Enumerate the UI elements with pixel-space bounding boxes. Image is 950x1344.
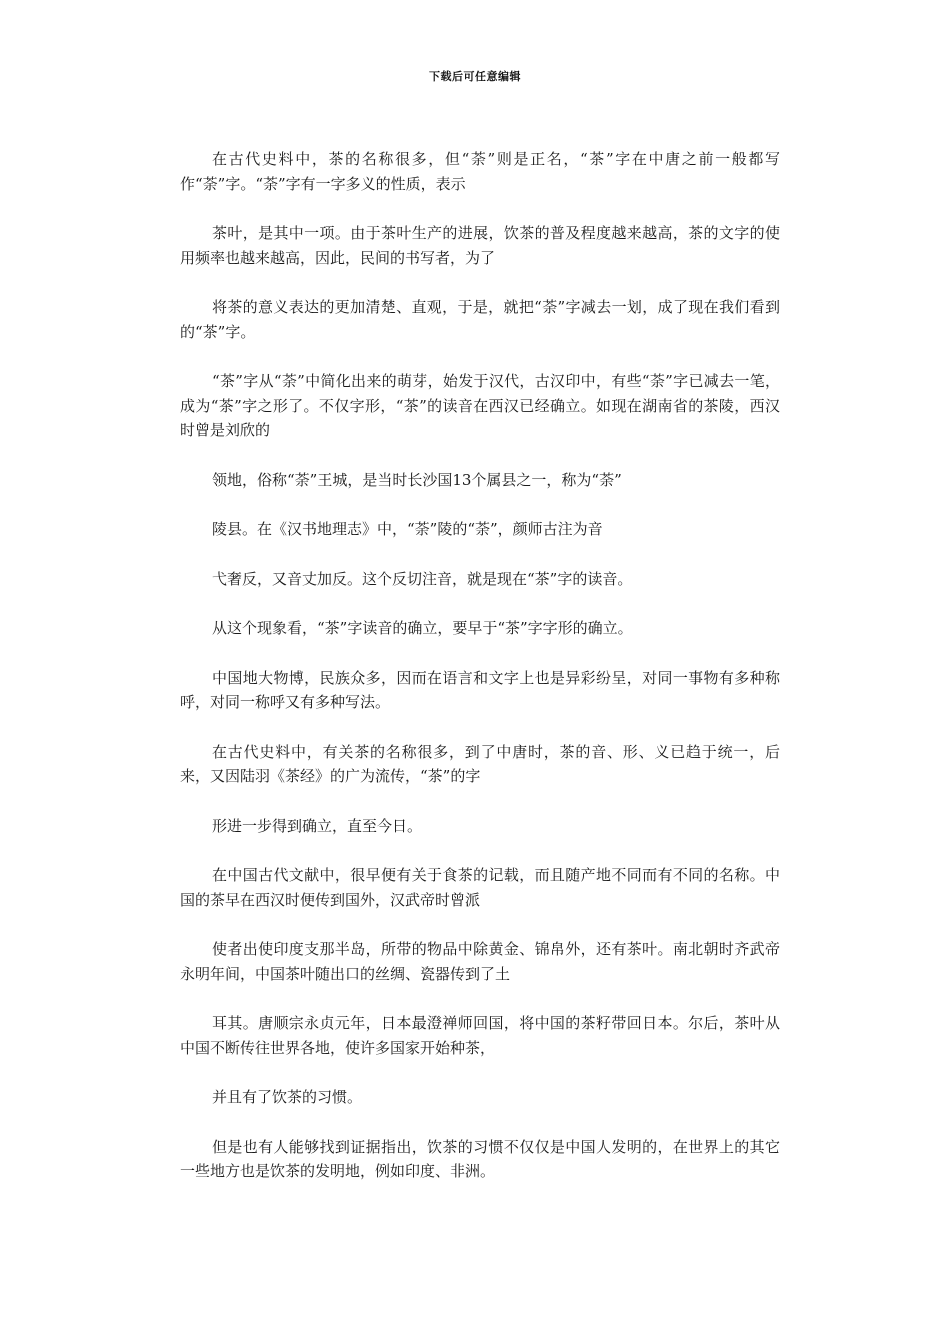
paragraph: 领地，俗称“荼”王城，是当时长沙国13个属县之一，称为“荼”	[212, 470, 622, 489]
paragraph: 在古代史料中，茶的名称很多，但“荼”则是正名，“茶”字在中唐之前一般都写作“荼”字。“荼”字有一字多义的性质，表示	[180, 150, 780, 193]
document-body	[180, 147, 780, 1209]
paragraph: 在中国古代文献中，很早便有关于食茶的记载，而且随产地不同而有不同的名称。中国的茶早在西汉时便传到国外，汉武帝时曾派	[180, 866, 780, 909]
paragraph: 并且有了饮茶的习惯。	[212, 1088, 363, 1106]
paragraph: 陵县。在《汉书地理志》中，“荼”陵的“荼”，颜师古注为音	[212, 520, 603, 538]
paragraph: 形进一步得到确立，直至今日。	[212, 816, 423, 835]
paragraph: 耳其。唐顺宗永贞元年，日本最澄禅师回国，将中国的茶籽带回日本。尔后，茶叶从中国不断传往世界各地，使许多国家开始种茶，	[180, 1014, 780, 1057]
paragraph: 中国地大物博，民族众多，因而在语言和文字上也是异彩纷呈，对同一事物有多种称呼，对同一称呼又有多种写法。	[180, 668, 780, 711]
paragraph: 在古代史料中，有关茶的名称很多，到了中唐时，茶的音、形、义已趋于统一，后来，又因陆羽《茶经》的广为流传，“茶”的字	[180, 742, 780, 785]
paragraph: 将茶的意义表达的更加清楚、直观，于是，就把“荼”字减去一划，成了现在我们看到的“茶”字。	[180, 298, 780, 341]
paragraph: 茶叶，是其中一项。由于茶叶生产的进展，饮茶的普及程度越来越高，茶的文字的使用频率也越来越高，因此，民间的书写者，为了	[180, 224, 780, 267]
paragraph: 从这个现象看，“茶”字读音的确立，要早于“茶”字字形的确立。	[212, 619, 633, 637]
paragraph: “茶”字从“荼”中简化出来的萌芽，始发于汉代，古汉印中，有些“荼”字已减去一笔，成为“茶”字之形了。不仅字形，“茶”的读音在西汉已经确立。如现在湖南省的茶陵，西汉时曾是刘欣的	[180, 372, 780, 439]
page-header: 下载后可任意编辑	[429, 70, 521, 83]
paragraph: 弋奢反，又音丈加反。这个反切注音，就是现在“茶”字的读音。	[212, 569, 633, 588]
paragraph: 使者出使印度支那半岛，所带的物品中除黄金、锦帛外，还有茶叶。南北朝时齐武帝永明年间，中国茶叶随出口的丝绸、瓷器传到了土	[180, 940, 780, 983]
paragraph: 但是也有人能够找到证据指出，饮茶的习惯不仅仅是中国人发明的，在世界上的其它一些地方也是饮茶的发明地，例如印度、非洲。	[180, 1137, 780, 1180]
